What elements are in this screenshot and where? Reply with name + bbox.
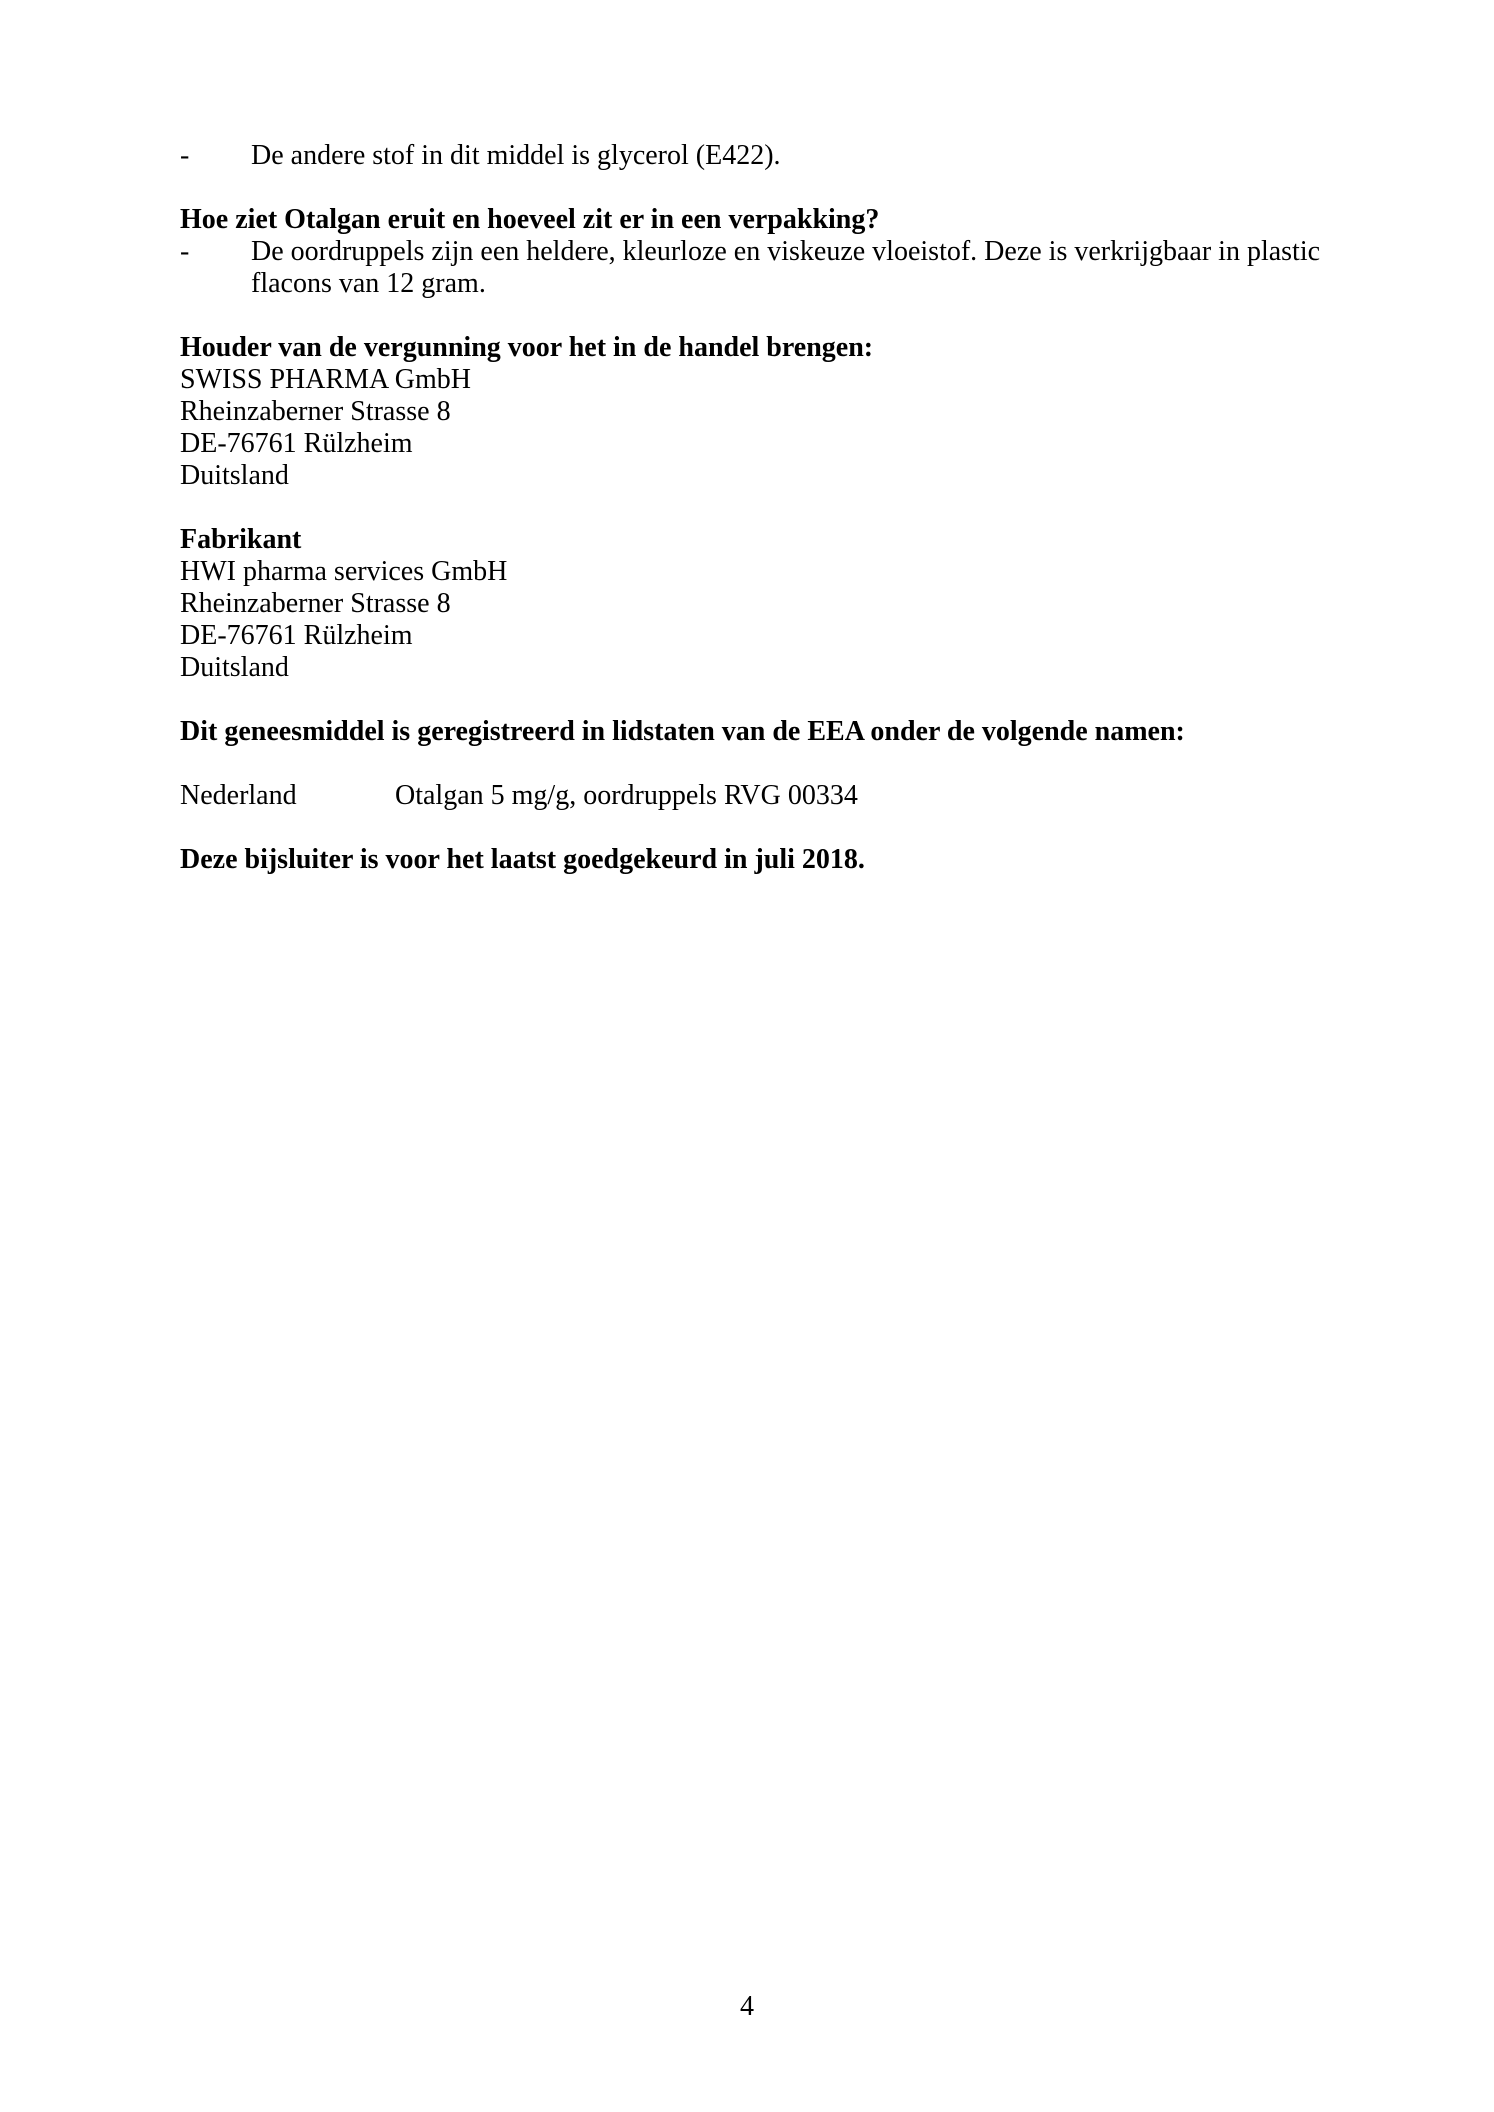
appearance-bullet-line: De oordruppels zijn een heldere, kleurloze en viskeuze vloeistof. Deze is verkrijgbaar in plastic <box>251 236 1321 267</box>
manufacturer-heading: Fabrikant <box>180 524 302 555</box>
excipient-bullet-item <box>180 140 1322 172</box>
blank-line <box>180 492 1322 524</box>
registration-entry-row <box>180 780 1322 812</box>
blank-line <box>180 172 1322 204</box>
blank-line <box>180 300 1322 332</box>
page-number: 4 <box>740 1991 754 2022</box>
marketing-holder-city: DE-76761 Rülzheim <box>180 428 413 459</box>
appearance-bullet-text <box>251 236 1322 300</box>
marketing-holder-street: Rheinzaberner Strasse 8 <box>180 396 451 427</box>
excipient-bullet-text: De andere stof in dit middel is glycerol (E422). <box>251 140 781 171</box>
page-content <box>180 140 1322 876</box>
registration-country: Nederland <box>180 780 297 811</box>
blank-line <box>180 684 1322 716</box>
bullet-dash: - <box>180 140 190 171</box>
blank-line <box>180 748 1322 780</box>
registration-product: Otalgan 5 mg/g, oordruppels RVG 00334 <box>395 780 858 811</box>
manufacturer-city: DE-76761 Rülzheim <box>180 620 413 651</box>
marketing-holder-country: Duitsland <box>180 460 289 491</box>
registration-heading: Dit geneesmiddel is geregistreerd in lidstaten van de EEA onder de volgende namen: <box>180 716 1185 747</box>
manufacturer-country: Duitsland <box>180 652 289 683</box>
approval-statement: Deze bijsluiter is voor het laatst goedgekeurd in juli 2018. <box>180 844 865 875</box>
appearance-section-heading: Hoe ziet Otalgan eruit en hoeveel zit er in een verpakking? <box>180 204 880 235</box>
manufacturer-name: HWI pharma services GmbH <box>180 556 508 587</box>
appearance-bullet-item <box>180 236 1322 300</box>
marketing-holder-name: SWISS PHARMA GmbH <box>180 364 471 395</box>
blank-line <box>180 812 1322 844</box>
marketing-holder-heading: Houder van de vergunning voor het in de handel brengen: <box>180 332 874 363</box>
appearance-bullet-line: flacons van 12 gram. <box>251 268 486 299</box>
manufacturer-street: Rheinzaberner Strasse 8 <box>180 588 451 619</box>
bullet-dash: - <box>180 236 190 267</box>
